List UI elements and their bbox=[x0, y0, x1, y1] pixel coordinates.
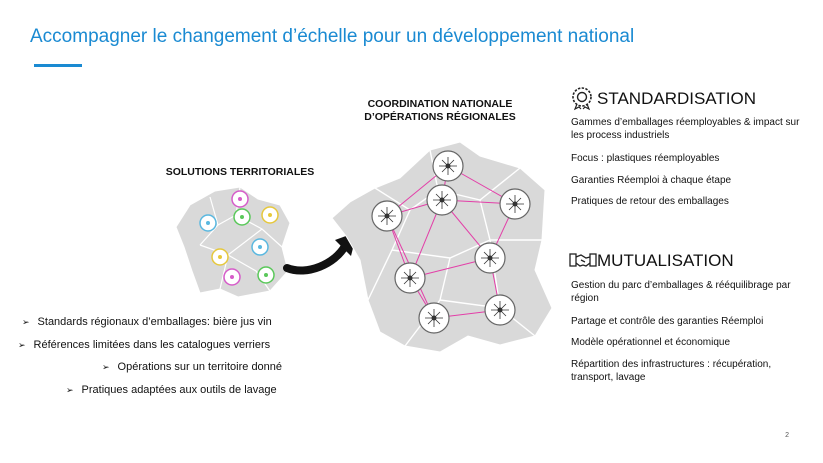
hub-node-icon bbox=[485, 295, 515, 325]
hub-node-icon bbox=[395, 263, 425, 293]
regional-node-icon bbox=[258, 267, 274, 283]
slide-title: Accompagner le changement d’échelle pour un développement national bbox=[30, 26, 635, 47]
bullet-item: ➢ Références limitées dans les catalogues verriers bbox=[18, 339, 271, 351]
hub-node-icon bbox=[433, 151, 463, 181]
list-item: Garanties Réemploi à chaque étape bbox=[571, 175, 732, 186]
title-underline bbox=[34, 64, 82, 67]
bullet-item: ➢ Opérations sur un territoire donné bbox=[102, 361, 283, 373]
center-caption: COORDINATION NATIONALE D’OPÉRATIONS RÉGIONALES bbox=[364, 98, 516, 123]
small-france-map bbox=[170, 185, 300, 300]
bullet-item: ➢ Pratiques adaptées aux outils de lavage bbox=[66, 384, 277, 396]
national-network-map bbox=[330, 140, 560, 355]
left-caption: SOLUTIONS TERRITORIALES bbox=[165, 166, 315, 178]
list-item: Partage et contrôle des garanties Réemploi bbox=[571, 316, 764, 327]
regional-node-icon bbox=[212, 249, 228, 265]
badge-icon bbox=[571, 87, 593, 109]
standardisation-heading: STANDARDISATION bbox=[597, 89, 756, 108]
list-item: Répartition des infrastructures : récupération, transport, lavage bbox=[571, 359, 772, 383]
hub-node-icon bbox=[475, 243, 505, 273]
regional-node-icon bbox=[200, 215, 216, 231]
mutualisation-heading: MUTUALISATION bbox=[597, 251, 734, 270]
regional-node-icon bbox=[232, 191, 248, 207]
hub-node-icon bbox=[419, 303, 449, 333]
regional-node-icon bbox=[224, 269, 240, 285]
list-item: Gestion du parc d’emballages & rééquilibrage par région bbox=[571, 280, 791, 304]
regional-node-icon bbox=[262, 207, 278, 223]
list-item: Pratiques de retour des emballages bbox=[571, 196, 729, 207]
handshake-icon bbox=[569, 248, 597, 272]
regional-node-icon bbox=[234, 209, 250, 225]
hub-node-icon bbox=[427, 185, 457, 215]
hub-node-icon bbox=[500, 189, 530, 219]
page-number: 2 bbox=[785, 432, 789, 439]
list-item: Modèle opérationnel et économique bbox=[571, 337, 730, 348]
bullet-item: ➢ Standards régionaux d’emballages: bière jus vin bbox=[22, 316, 272, 328]
list-item: Gammes d’emballages réemployables & impact sur les process industriels bbox=[571, 117, 800, 141]
list-item: Focus : plastiques réemployables bbox=[571, 153, 720, 164]
hub-node-icon bbox=[372, 201, 402, 231]
regional-node-icon bbox=[252, 239, 268, 255]
